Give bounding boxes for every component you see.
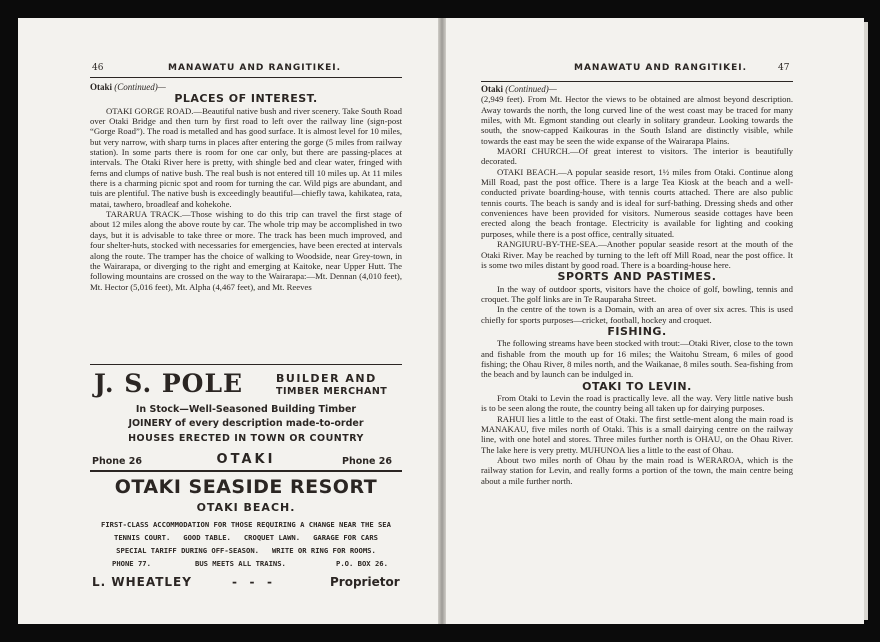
tararua-track-paragraph: TARARUA TRACK.—Those wishing to do this trip can travel the first stage of about 12 miles along the above route by car. The whole trip may be accomplished in two days, but it is advisable to take three or more. The track has been much improved, and four shelter-huts, stocked with necessaries for emergencies, have been erected at intervals along the route. The tramper has the choice of walking to Woodside, near Grey-town, in the Wairarapa, or diverging to the right and emerging at Kaitoke, near Upper Hutt. The following mountains are crossed on the way to the Wairarapa:—Mt. Dennan (4,010 feet), Mt. Hector (5,016 feet), Mt. Alpha (4,467 feet), and Mt. Reeves — [90, 209, 402, 292]
pole-line-2: JOINERY of every description made-to-order — [128, 418, 364, 429]
page-edge — [864, 22, 868, 620]
places-of-interest-heading: PLACES OF INTEREST. — [174, 92, 318, 106]
right-page-number: 47 — [778, 63, 790, 73]
left-text-column — [90, 82, 402, 292]
right-continued-label: Otaki — [481, 84, 504, 94]
proprietor-dashes: - - - — [232, 575, 273, 589]
otaki-beach-paragraph: OTAKI BEACH.—A popular seaside resort, 1½ miles from Otaki. Continue along Mill Road, past the post office. There is a large Tea Kiosk at the beach and a well-conducted private boarding-house, with tennis courts attached. There are also public tennis courts. The beach is sandy and is ideal for surf-bathing. Dressing sheds and other conveniences have been provided for visitors. Numerous seaside cottages have been erected along the beach frontage. Electricity is available for lighting and cooking purposes, while there is a post office, centrally situated. — [481, 166, 793, 239]
pole-trade-1: BUILDER AND — [276, 372, 377, 385]
left-header-rule — [90, 77, 402, 78]
fishing-heading: FISHING. — [607, 324, 667, 338]
ad1-top-rule — [90, 364, 402, 365]
resort-line-1: FIRST-CLASS ACCOMMODATION FOR THOSE REQUIRING A CHANGE NEAR THE SEA — [101, 520, 391, 529]
left-continued-line — [90, 82, 402, 92]
right-header-rule — [481, 81, 793, 82]
pole-line-1: In Stock—Well-Seasoned Building Timber — [135, 404, 357, 415]
maori-church-paragraph: MAORI CHURCH.—Of great interest to visitors. The interior is beautifully decorated. — [481, 146, 793, 167]
levin-paragraph-1: From Otaki to Levin the road is practically leve. all the way. Very little native bush is to be seen along the route, the country being all taken up for dairying purposes. — [481, 392, 793, 414]
pole-town: OTAKI — [216, 452, 276, 467]
sports-paragraph-1: In the way of outdoor sports, visitors have the choice of golf, bowling, tennis and croquet. The golf links are in Te Rauparaha Street. — [481, 283, 793, 304]
resort-line-2: TENNIS COURT. GOOD TABLE. CROQUET LAWN. GARAGE FOR CARS — [114, 533, 378, 542]
sports-heading: SPORTS AND PASTIMES. — [557, 270, 717, 284]
left-page-number: 46 — [92, 63, 104, 73]
gorge-road-paragraph: OTAKI GORGE ROAD.—Beautiful native bush and river scenery. Take South Road over Otaki Bridge and then turn by first road to left over the railway line (sign-post “Gorge Road”). The road is metalled and has good surface. It is almost level for 10 miles, but very narrow, with sharp turns in places after entering the gorge (5 miles from railway station). In some parts there is room for one car only, but there are passing-places at intervals. The Otaki River here is pretty, with shingle bed and clear water, fringed with ferns and clumps of native bush. The real bush is not entered till 10 miles up. At 11 miles there is a charming picnic spot and room for turning the car. Wild pigs are abundant, and tuis are plentiful. The native bush is exceedingly beautiful—chiefly tawa, kahikatea, rata, matai, tawhero, broadleaf and kohekohe. — [90, 105, 402, 209]
left-running-head: MANAWATU AND RANGITIKEI. — [168, 63, 342, 73]
pole-name: J. S. POLE — [94, 369, 244, 398]
pole-phone-left: Phone 26 — [92, 456, 142, 467]
levin-paragraph-3: About two miles north of Ohau by the main road is WERAROA, which is the railway station for Levin, and really forms a portion of the town, the main centre being about a mile further north. — [481, 455, 793, 486]
pole-line-3: HOUSES ERECTED IN TOWN OR COUNTRY — [128, 433, 364, 444]
proprietor-label: Proprietor — [330, 575, 400, 589]
rangiuru-paragraph: RANGIURU-BY-THE-SEA.—Another popular seaside resort at the mouth of the Otaki River. May be reached by turning to the left off Mill Road, near the post office. It is some two miles distant by good road. There is a boarding-house here. — [481, 239, 793, 270]
right-continued-line — [481, 84, 793, 94]
resort-title: OTAKI SEASIDE RESORT — [114, 476, 378, 498]
sports-paragraph-2: In the centre of the town is a Domain, with an area of over six acres. This is used chiefly for sports purposes—cricket, football, hockey and croquet. — [481, 304, 793, 325]
resort-line-3: SPECIAL TARIFF DURING OFF-SEASON. WRITE OR RING FOR ROOMS. — [116, 546, 376, 555]
levin-paragraph-2: RAHUI lies a little to the east of Otaki. The first settle-ment along the main road is MANAKAU, five miles north of Otaki. This is a small dairying centre on the railway line, with one hotel and stores. Three miles further north is OHAU, on the Ohau River. The lake here is very pretty. MUHUNOA lies a little to the east of Ohau. — [481, 413, 793, 455]
proprietor-name: L. WHEATLEY — [92, 575, 192, 589]
book-gutter — [438, 18, 446, 624]
left-continued-label: Otaki — [90, 82, 113, 92]
left-continued-note: (Continued)— — [114, 82, 166, 92]
resort-subtitle: OTAKI BEACH. — [196, 501, 296, 514]
pole-trade-2: TIMBER MERCHANT — [276, 386, 388, 397]
resort-phone: PHONE 77. — [112, 559, 151, 568]
ad-divider-rule — [90, 470, 402, 472]
right-continued-note: (Continued)— — [505, 84, 557, 94]
levin-heading: OTAKI TO LEVIN. — [582, 379, 692, 393]
mt-hector-paragraph: (2,949 feet). From Mt. Hector the views to be obtained are almost beyond description. Away towards the north, the long curved line of the west coast may be traced for many miles, with Mt. Egmont standing out clearly in solitary grandeur. Looking towards the south, the snow-capped Kaikouras in the South Island are distinctly visible, while towards the east may be seen the wide expanse of the Wairarapa Plains. — [481, 94, 793, 146]
pole-phone-right: Phone 26 — [342, 456, 392, 467]
fishing-paragraph: The following streams have been stocked with trout:—Otaki River, close to the town and fishable from the mouth up for 16 miles; the Waitohu Stream, 6 miles of good fishing; the Ohau River, 8 miles north, and the Waikanae, 8 miles south. Sea-fishing from the beach and by launch can be indulged in. — [481, 338, 793, 380]
resort-bus: BUS MEETS ALL TRAINS. — [195, 559, 286, 568]
right-running-head: MANAWATU AND RANGITIKEI. — [574, 63, 748, 73]
right-text-column — [481, 84, 793, 486]
resort-po-box: P.O. BOX 26. — [336, 559, 388, 568]
